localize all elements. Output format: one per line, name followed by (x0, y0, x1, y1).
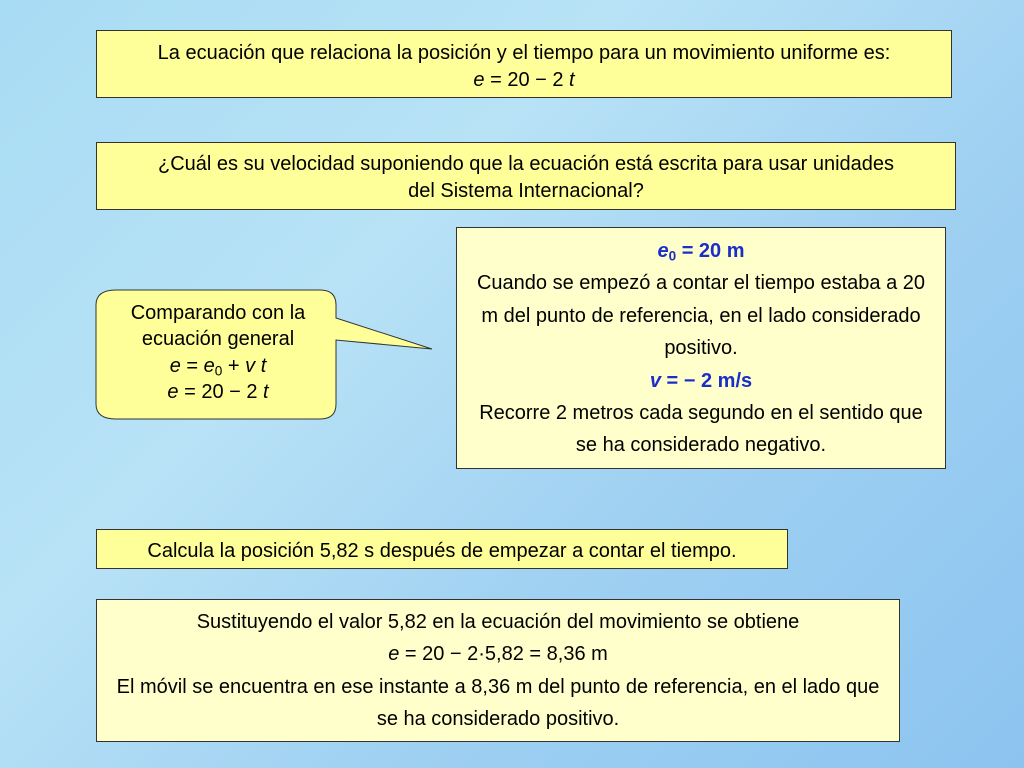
question-line-1: ¿Cuál es su velocidad suponiendo que la ecuación está escrita para usar unidades (157, 153, 895, 175)
bubble-eq2-rest: = 20 − 2 (184, 381, 258, 404)
bubble-eq1-e: e (169, 354, 181, 377)
eq-var-t: t (569, 69, 575, 91)
velocity-answer-box (456, 227, 946, 469)
substitution-intro: Sustituyendo el valor 5,82 en la ecuación del movimiento se obtiene (196, 611, 800, 633)
sub-eq-rest: = 20 − 2·5,82 = 8,36 m (404, 643, 608, 666)
bubble-eq1-equals: = (186, 354, 199, 377)
bubble-eq1-v: v (245, 354, 256, 377)
e0-sub: 0 (668, 248, 677, 264)
velocity-explanation: Recorre 2 metros cada segundo en el sentido que se ha considerado negativo. (479, 401, 923, 457)
v-var: v (649, 369, 661, 392)
e0-var: e (657, 240, 669, 262)
velocity-line (469, 365, 933, 397)
bubble-line-2: ecuación general (141, 328, 295, 351)
eq-var-e: e (473, 69, 485, 91)
bubble-eq2-t: t (263, 381, 269, 404)
initial-position-explanation: Cuando se empezó a contar el tiempo estaba a 20 m del punto de referencia, en el lado considerado positivo. (476, 272, 926, 360)
substitution-equation (107, 638, 889, 670)
initial-position-line (469, 235, 933, 267)
bubble-eq2-e: e (167, 381, 179, 404)
question-position-text: Calcula la posición 5,82 s después de empezar a contar el tiempo. (147, 540, 737, 562)
bubble-eq1-e0: e (203, 354, 215, 377)
bubble-general-equation (100, 353, 336, 379)
bubble-eq1-sub: 0 (214, 363, 223, 379)
sub-eq-e: e (388, 643, 400, 666)
position-answer-box (96, 599, 900, 742)
bubble-eq1-t: t (260, 354, 267, 377)
bubble-specific-equation (100, 379, 336, 405)
question-line-2: del Sistema Internacional? (408, 180, 644, 202)
speech-bubble (100, 300, 336, 406)
question-position-box (96, 529, 788, 569)
position-conclusion: El móvil se encuentra en ese instante a 8,36 m del punto de referencia, en el lado que se ha considerado positivo. (116, 675, 880, 731)
equation-statement-text: La ecuación que relaciona la posición y el tiempo para un movimiento uniforme es: (157, 42, 891, 64)
v-value: = − 2 m/s (660, 369, 753, 392)
bubble-eq1-plus: + (227, 354, 240, 377)
bubble-line-1: Comparando con la (130, 302, 306, 324)
e0-value: = 20 m (676, 240, 745, 262)
eq-rest: = 20 − 2 (490, 69, 564, 91)
